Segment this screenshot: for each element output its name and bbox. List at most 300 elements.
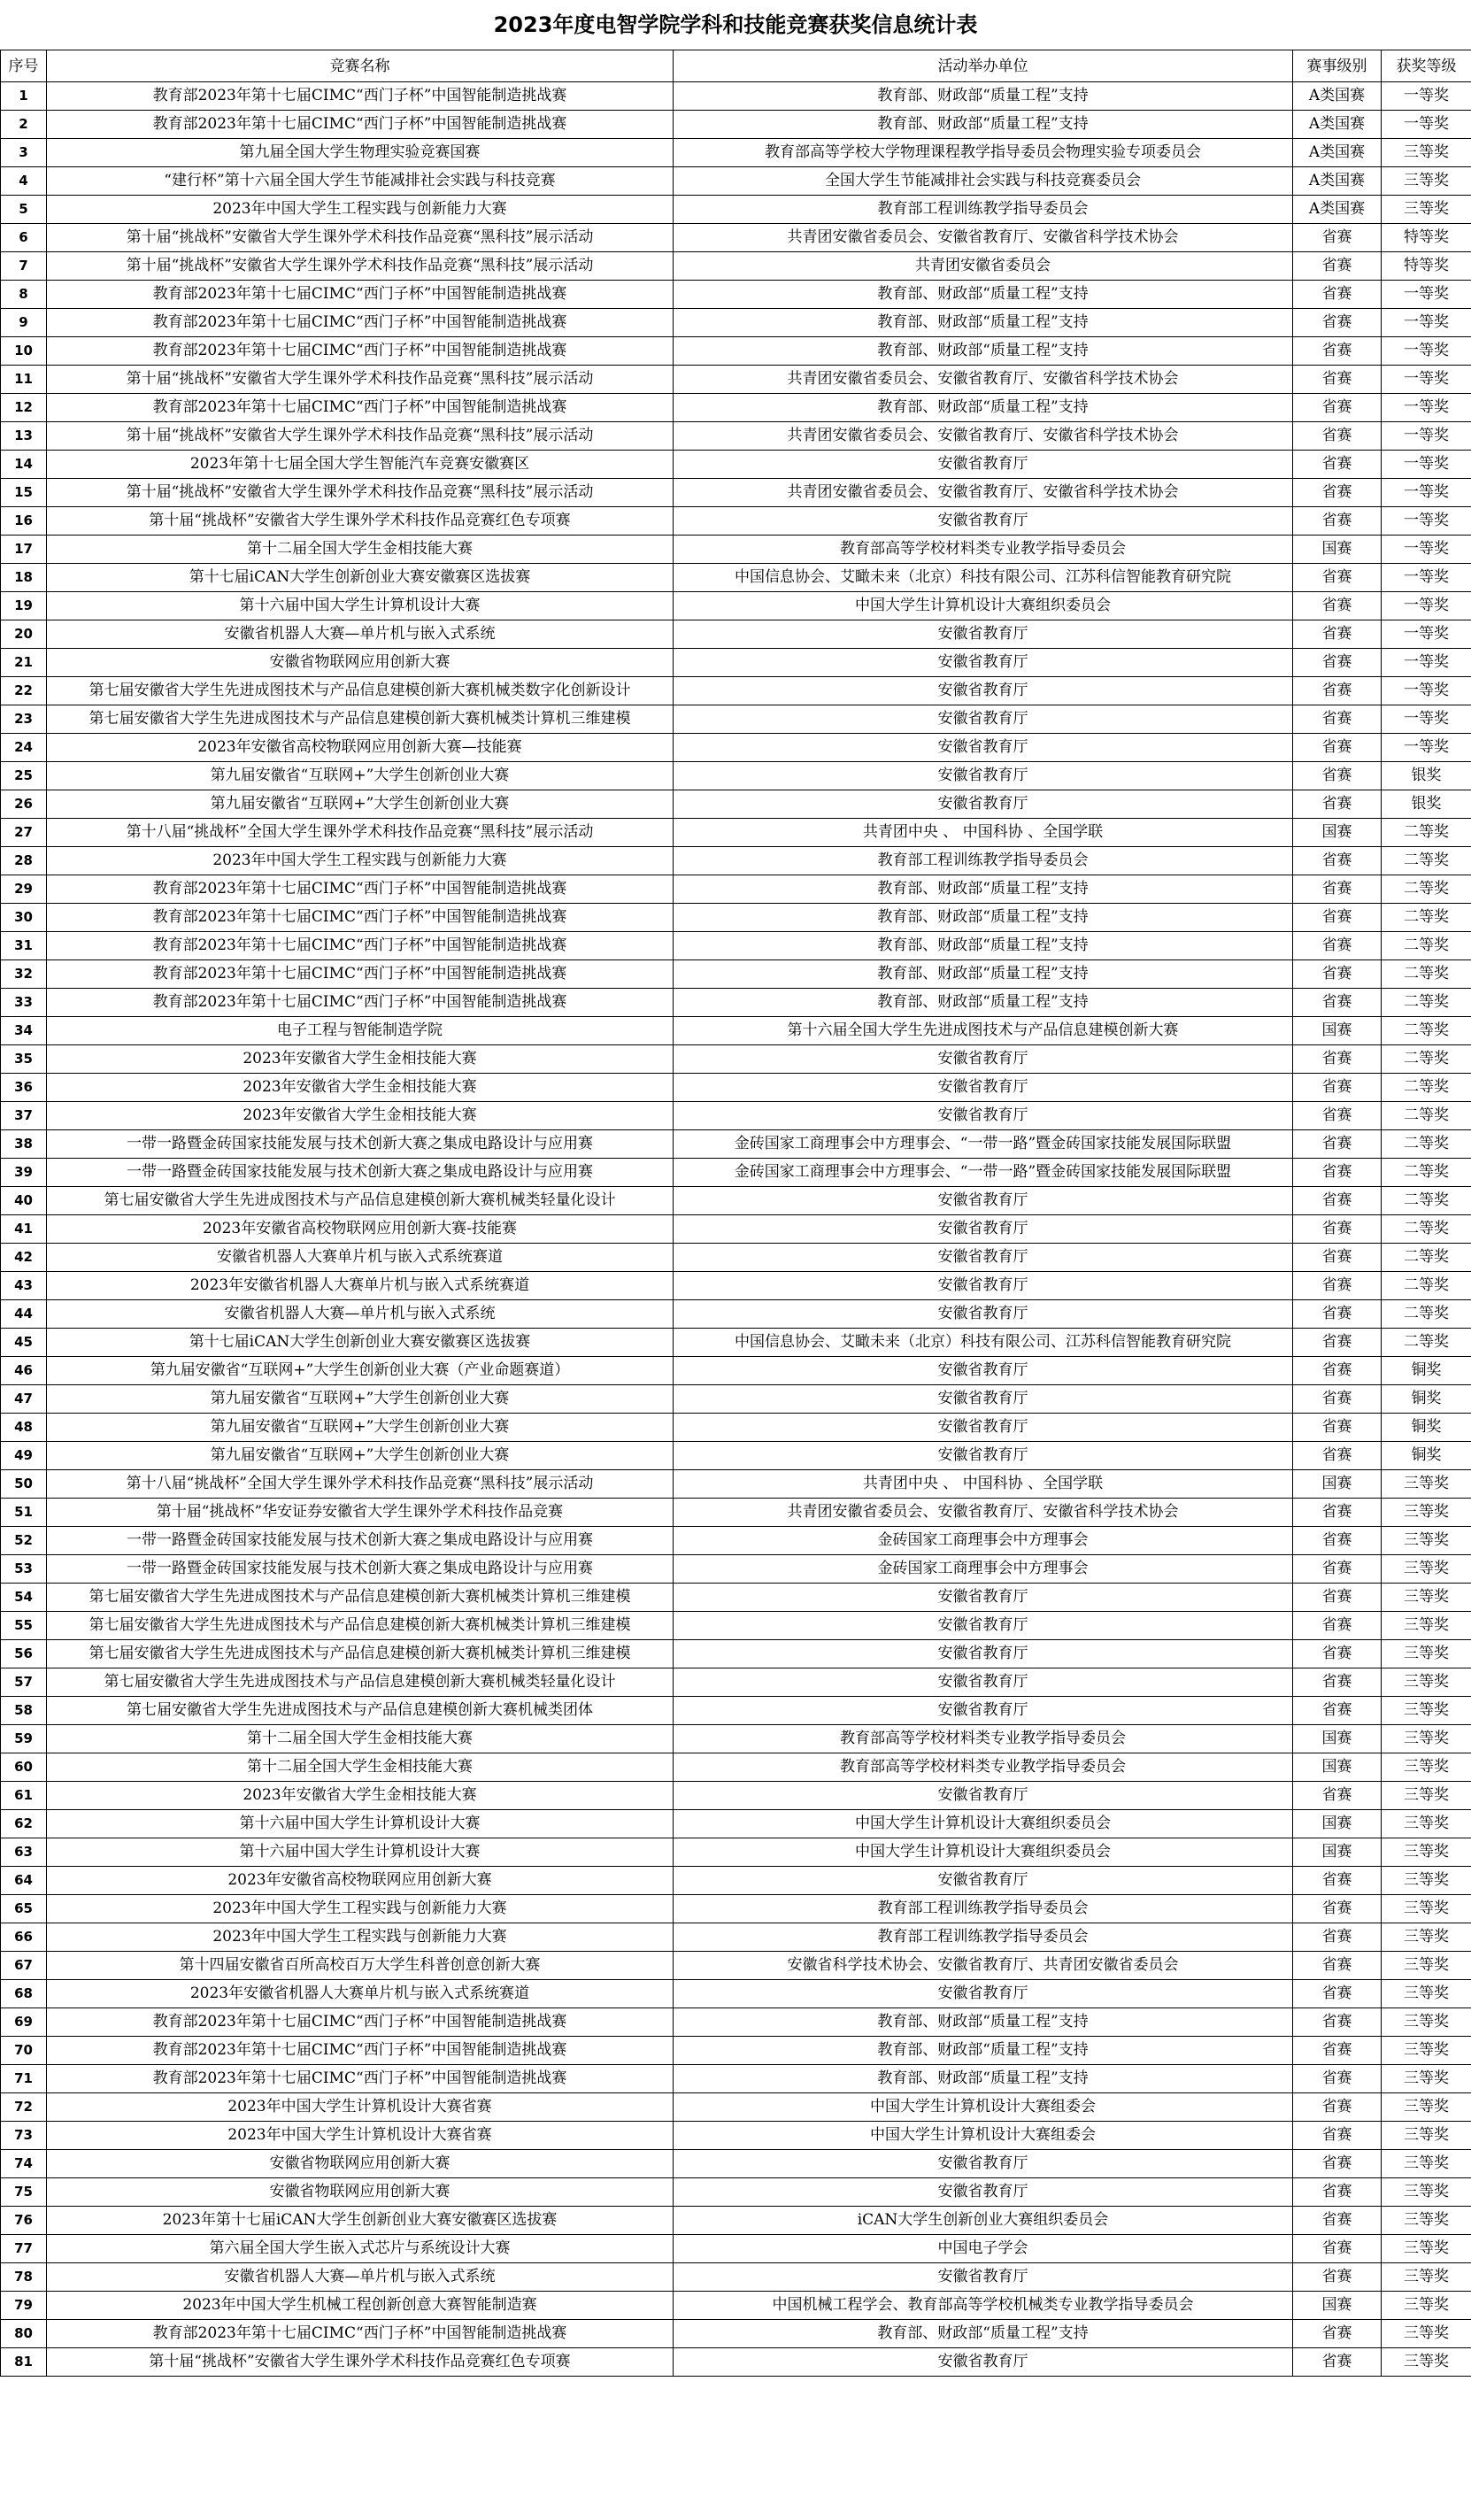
cell-serial-number: 63 [1, 1838, 47, 1867]
cell-organizer: 安徽省教育厅 [674, 2263, 1293, 2292]
cell-competition-name: 安徽省物联网应用创新大赛 [47, 2178, 674, 2207]
cell-competition-name: 教育部2023年第十七届CIMC“西门子杯”中国智能制造挑战赛 [47, 2008, 674, 2037]
cell-competition-name: 教育部2023年第十七届CIMC“西门子杯”中国智能制造挑战赛 [47, 932, 674, 960]
cell-organizer: 安徽省教育厅 [674, 1357, 1293, 1385]
cell-competition-name: 第十届“挑战杯”安徽省大学生课外学术科技作品竞赛红色专项赛 [47, 2348, 674, 2377]
cell-organizer: 金砖国家工商理事会中方理事会 [674, 1555, 1293, 1584]
table-row [1, 1527, 1471, 1555]
table-row [1, 1300, 1471, 1329]
cell-event-level: 省赛 [1293, 1584, 1382, 1612]
cell-competition-name: 2023年中国大学生机械工程创新创意大赛智能制造赛 [47, 2292, 674, 2320]
cell-serial-number: 77 [1, 2235, 47, 2263]
cell-award-level: 三等奖 [1382, 1555, 1471, 1584]
cell-competition-name: 2023年安徽省大学生金相技能大赛 [47, 1102, 674, 1130]
table-row [1, 1187, 1471, 1215]
cell-event-level: 国赛 [1293, 536, 1382, 564]
cell-serial-number: 58 [1, 1697, 47, 1725]
table-row [1, 734, 1471, 762]
cell-serial-number: 53 [1, 1555, 47, 1584]
cell-award-level: 铜奖 [1382, 1357, 1471, 1385]
cell-event-level: 省赛 [1293, 1045, 1382, 1074]
cell-organizer: 安徽省教育厅 [674, 1867, 1293, 1895]
cell-award-level: 二等奖 [1382, 1159, 1471, 1187]
cell-competition-name: 教育部2023年第十七届CIMC“西门子杯”中国智能制造挑战赛 [47, 337, 674, 366]
cell-organizer: 教育部、财政部“质量工程”支持 [674, 989, 1293, 1017]
cell-competition-name: 一带一路暨金砖国家技能发展与技术创新大赛之集成电路设计与应用赛 [47, 1527, 674, 1555]
cell-organizer: 安徽省教育厅 [674, 507, 1293, 536]
cell-award-level: 三等奖 [1382, 1725, 1471, 1753]
cell-serial-number: 1 [1, 82, 47, 111]
table-row [1, 1244, 1471, 1272]
cell-serial-number: 36 [1, 1074, 47, 1102]
cell-serial-number: 40 [1, 1187, 47, 1215]
cell-award-level: 二等奖 [1382, 1130, 1471, 1159]
cell-serial-number: 23 [1, 705, 47, 734]
cell-competition-name: 第七届安徽省大学生先进成图技术与产品信息建模创新大赛机械类团体 [47, 1697, 674, 1725]
cell-serial-number: 22 [1, 677, 47, 705]
cell-competition-name: 第十届“挑战杯”华安证券安徽省大学生课外学术科技作品竞赛 [47, 1499, 674, 1527]
cell-award-level: 铜奖 [1382, 1414, 1471, 1442]
cell-award-level: 三等奖 [1382, 1640, 1471, 1668]
table-row [1, 1215, 1471, 1244]
table-row [1, 1980, 1471, 2008]
cell-event-level: 省赛 [1293, 394, 1382, 422]
cell-serial-number: 70 [1, 2037, 47, 2065]
cell-organizer: 中国机械工程学会、教育部高等学校机械类专业教学指导委员会 [674, 2292, 1293, 2320]
cell-serial-number: 15 [1, 479, 47, 507]
cell-award-level: 一等奖 [1382, 337, 1471, 366]
cell-serial-number: 33 [1, 989, 47, 1017]
cell-award-level: 三等奖 [1382, 1612, 1471, 1640]
cell-event-level: 省赛 [1293, 1499, 1382, 1527]
table-row [1, 507, 1471, 536]
cell-event-level: 省赛 [1293, 649, 1382, 677]
cell-serial-number: 59 [1, 1725, 47, 1753]
cell-award-level: 二等奖 [1382, 1300, 1471, 1329]
cell-award-level: 一等奖 [1382, 82, 1471, 111]
cell-event-level: 国赛 [1293, 1753, 1382, 1782]
cell-serial-number: 55 [1, 1612, 47, 1640]
cell-serial-number: 4 [1, 167, 47, 196]
cell-competition-name: 第十届“挑战杯”安徽省大学生课外学术科技作品竞赛“黑科技”展示活动 [47, 422, 674, 451]
cell-event-level: 省赛 [1293, 1074, 1382, 1102]
cell-competition-name: 第十届“挑战杯”安徽省大学生课外学术科技作品竞赛“黑科技”展示活动 [47, 252, 674, 281]
cell-serial-number: 67 [1, 1952, 47, 1980]
cell-serial-number: 64 [1, 1867, 47, 1895]
cell-event-level: 省赛 [1293, 1244, 1382, 1272]
cell-serial-number: 45 [1, 1329, 47, 1357]
cell-organizer: 金砖国家工商理事会中方理事会、“一带一路”暨金砖国家技能发展国际联盟 [674, 1159, 1293, 1187]
table-row [1, 82, 1471, 111]
cell-organizer: 安徽省教育厅 [674, 451, 1293, 479]
cell-serial-number: 48 [1, 1414, 47, 1442]
cell-serial-number: 41 [1, 1215, 47, 1244]
cell-serial-number: 57 [1, 1668, 47, 1697]
cell-organizer: 安徽省教育厅 [674, 2150, 1293, 2178]
cell-organizer: 安徽省教育厅 [674, 1102, 1293, 1130]
cell-competition-name: 第七届安徽省大学生先进成图技术与产品信息建模创新大赛机械类计算机三维建模 [47, 1612, 674, 1640]
cell-organizer: 教育部、财政部“质量工程”支持 [674, 281, 1293, 309]
cell-award-level: 一等奖 [1382, 705, 1471, 734]
cell-organizer: 安徽省教育厅 [674, 649, 1293, 677]
cell-serial-number: 28 [1, 847, 47, 875]
cell-competition-name: 教育部2023年第十七届CIMC“西门子杯”中国智能制造挑战赛 [47, 875, 674, 904]
cell-award-level: 二等奖 [1382, 932, 1471, 960]
table-row [1, 1668, 1471, 1697]
table-row [1, 989, 1471, 1017]
header-organizer: 活动举办单位 [674, 50, 1293, 82]
cell-competition-name: 安徽省物联网应用创新大赛 [47, 649, 674, 677]
table-row [1, 451, 1471, 479]
cell-serial-number: 17 [1, 536, 47, 564]
cell-award-level: 一等奖 [1382, 281, 1471, 309]
cell-event-level: 国赛 [1293, 1810, 1382, 1838]
cell-award-level: 一等奖 [1382, 564, 1471, 592]
cell-organizer: 安徽省教育厅 [674, 677, 1293, 705]
cell-competition-name: 教育部2023年第十七届CIMC“西门子杯”中国智能制造挑战赛 [47, 82, 674, 111]
cell-event-level: 省赛 [1293, 932, 1382, 960]
cell-organizer: 安徽省教育厅 [674, 620, 1293, 649]
cell-event-level: 省赛 [1293, 224, 1382, 252]
awards-table [0, 50, 1471, 2377]
cell-competition-name: 第十六届中国大学生计算机设计大赛 [47, 592, 674, 620]
cell-organizer: 共青团安徽省委员会、安徽省教育厅、安徽省科学技术协会 [674, 224, 1293, 252]
cell-organizer: 安徽省教育厅 [674, 2348, 1293, 2377]
cell-organizer: 第十六届全国大学生先进成图技术与产品信息建模创新大赛 [674, 1017, 1293, 1045]
cell-competition-name: 一带一路暨金砖国家技能发展与技术创新大赛之集成电路设计与应用赛 [47, 1555, 674, 1584]
page-title: 2023年度电智学院学科和技能竞赛获奖信息统计表 [493, 12, 978, 37]
cell-award-level: 三等奖 [1382, 1584, 1471, 1612]
cell-event-level: 省赛 [1293, 309, 1382, 337]
table-row [1, 564, 1471, 592]
cell-award-level: 三等奖 [1382, 167, 1471, 196]
cell-award-level: 一等奖 [1382, 394, 1471, 422]
table-row [1, 1159, 1471, 1187]
cell-award-level: 三等奖 [1382, 1838, 1471, 1867]
table-row [1, 337, 1471, 366]
cell-competition-name: 2023年安徽省大学生金相技能大赛 [47, 1782, 674, 1810]
cell-organizer: 教育部、财政部“质量工程”支持 [674, 875, 1293, 904]
cell-organizer: 安徽省教育厅 [674, 1244, 1293, 1272]
cell-competition-name: 第九届安徽省“互联网+”大学生创新创业大赛（产业命题赛道） [47, 1357, 674, 1385]
cell-award-level: 三等奖 [1382, 2235, 1471, 2263]
cell-organizer: 教育部、财政部“质量工程”支持 [674, 960, 1293, 989]
cell-organizer: 教育部高等学校大学物理课程教学指导委员会物理实验专项委员会 [674, 139, 1293, 167]
cell-organizer: 中国大学生计算机设计大赛组织委员会 [674, 1810, 1293, 1838]
cell-event-level: 省赛 [1293, 790, 1382, 819]
table-row [1, 2207, 1471, 2235]
cell-event-level: A类国赛 [1293, 111, 1382, 139]
cell-award-level: 二等奖 [1382, 904, 1471, 932]
cell-event-level: 省赛 [1293, 507, 1382, 536]
table-row [1, 1697, 1471, 1725]
cell-organizer: 全国大学生节能减排社会实践与科技竞赛委员会 [674, 167, 1293, 196]
cell-organizer: 教育部高等学校材料类专业教学指导委员会 [674, 1725, 1293, 1753]
cell-award-level: 一等奖 [1382, 111, 1471, 139]
cell-competition-name: 教育部2023年第十七届CIMC“西门子杯”中国智能制造挑战赛 [47, 904, 674, 932]
header-serial-number: 序号 [1, 50, 47, 82]
cell-competition-name: 第七届安徽省大学生先进成图技术与产品信息建模创新大赛机械类轻量化设计 [47, 1668, 674, 1697]
cell-award-level: 三等奖 [1382, 2093, 1471, 2122]
cell-serial-number: 69 [1, 2008, 47, 2037]
table-row [1, 2008, 1471, 2037]
cell-event-level: 省赛 [1293, 1668, 1382, 1697]
cell-award-level: 三等奖 [1382, 1895, 1471, 1923]
cell-serial-number: 73 [1, 2122, 47, 2150]
cell-award-level: 一等奖 [1382, 479, 1471, 507]
cell-organizer: 中国信息协会、艾瞰未来（北京）科技有限公司、江苏科信智能教育研究院 [674, 564, 1293, 592]
cell-award-level: 一等奖 [1382, 536, 1471, 564]
cell-event-level: 省赛 [1293, 2320, 1382, 2348]
cell-serial-number: 29 [1, 875, 47, 904]
cell-organizer: 安徽省教育厅 [674, 2178, 1293, 2207]
cell-award-level: 一等奖 [1382, 507, 1471, 536]
table-row [1, 224, 1471, 252]
table-row [1, 904, 1471, 932]
cell-competition-name: 教育部2023年第十七届CIMC“西门子杯”中国智能制造挑战赛 [47, 2065, 674, 2093]
cell-award-level: 三等奖 [1382, 2207, 1471, 2235]
header-event-level: 赛事级别 [1293, 50, 1382, 82]
cell-competition-name: 安徽省机器人大赛—单片机与嵌入式系统 [47, 1300, 674, 1329]
cell-competition-name: 电子工程与智能制造学院 [47, 1017, 674, 1045]
table-row [1, 394, 1471, 422]
cell-organizer: 中国大学生计算机设计大赛组织委员会 [674, 592, 1293, 620]
cell-competition-name: 第九届全国大学生物理实验竞赛国赛 [47, 139, 674, 167]
cell-event-level: 省赛 [1293, 1159, 1382, 1187]
cell-serial-number: 3 [1, 139, 47, 167]
cell-competition-name: 安徽省机器人大赛单片机与嵌入式系统赛道 [47, 1244, 674, 1272]
header-award-level: 获奖等级 [1382, 50, 1471, 82]
cell-award-level: 铜奖 [1382, 1385, 1471, 1414]
cell-award-level: 三等奖 [1382, 2008, 1471, 2037]
table-row [1, 2065, 1471, 2093]
cell-competition-name: 2023年安徽省高校物联网应用创新大赛—技能赛 [47, 734, 674, 762]
cell-competition-name: 第十六届中国大学生计算机设计大赛 [47, 1810, 674, 1838]
cell-event-level: 省赛 [1293, 989, 1382, 1017]
cell-organizer: 安徽省教育厅 [674, 1215, 1293, 1244]
cell-event-level: 省赛 [1293, 2150, 1382, 2178]
cell-event-level: A类国赛 [1293, 196, 1382, 224]
cell-award-level: 三等奖 [1382, 2178, 1471, 2207]
cell-award-level: 三等奖 [1382, 196, 1471, 224]
cell-award-level: 二等奖 [1382, 875, 1471, 904]
cell-organizer: 安徽省教育厅 [674, 1442, 1293, 1470]
cell-award-level: 三等奖 [1382, 1980, 1471, 2008]
table-row [1, 677, 1471, 705]
cell-award-level: 三等奖 [1382, 1810, 1471, 1838]
table-row [1, 932, 1471, 960]
cell-serial-number: 71 [1, 2065, 47, 2093]
cell-event-level: 省赛 [1293, 2008, 1382, 2037]
table-row [1, 1895, 1471, 1923]
cell-organizer: 安徽省教育厅 [674, 1980, 1293, 2008]
cell-competition-name: 2023年安徽省大学生金相技能大赛 [47, 1045, 674, 1074]
cell-event-level: 省赛 [1293, 1952, 1382, 1980]
cell-organizer: 安徽省教育厅 [674, 1782, 1293, 1810]
table-row [1, 1074, 1471, 1102]
cell-serial-number: 6 [1, 224, 47, 252]
cell-event-level: 省赛 [1293, 847, 1382, 875]
table-row [1, 1499, 1471, 1527]
cell-event-level: 省赛 [1293, 1300, 1382, 1329]
cell-award-level: 三等奖 [1382, 1923, 1471, 1952]
cell-serial-number: 13 [1, 422, 47, 451]
cell-organizer: 共青团中央 、 中国科协 、全国学联 [674, 1470, 1293, 1499]
cell-award-level: 二等奖 [1382, 819, 1471, 847]
cell-organizer: 中国电子学会 [674, 2235, 1293, 2263]
table-row [1, 1329, 1471, 1357]
cell-serial-number: 46 [1, 1357, 47, 1385]
cell-serial-number: 78 [1, 2263, 47, 2292]
table-row [1, 111, 1471, 139]
cell-award-level: 一等奖 [1382, 734, 1471, 762]
cell-competition-name: 第九届安徽省“互联网+”大学生创新创业大赛 [47, 762, 674, 790]
cell-serial-number: 8 [1, 281, 47, 309]
cell-serial-number: 26 [1, 790, 47, 819]
cell-award-level: 二等奖 [1382, 1272, 1471, 1300]
table-row [1, 1838, 1471, 1867]
cell-event-level: 省赛 [1293, 620, 1382, 649]
cell-event-level: 省赛 [1293, 2207, 1382, 2235]
cell-award-level: 三等奖 [1382, 2122, 1471, 2150]
cell-event-level: 省赛 [1293, 762, 1382, 790]
cell-competition-name: 第七届安徽省大学生先进成图技术与产品信息建模创新大赛机械类轻量化设计 [47, 1187, 674, 1215]
cell-award-level: 二等奖 [1382, 1017, 1471, 1045]
cell-competition-name: 第十届“挑战杯”安徽省大学生课外学术科技作品竞赛红色专项赛 [47, 507, 674, 536]
cell-event-level: 省赛 [1293, 1640, 1382, 1668]
cell-serial-number: 72 [1, 2093, 47, 2122]
cell-organizer: 教育部高等学校材料类专业教学指导委员会 [674, 536, 1293, 564]
cell-award-level: 铜奖 [1382, 1442, 1471, 1470]
table-row [1, 1810, 1471, 1838]
cell-competition-name: 一带一路暨金砖国家技能发展与技术创新大赛之集成电路设计与应用赛 [47, 1130, 674, 1159]
cell-competition-name: 第十二届全国大学生金相技能大赛 [47, 1753, 674, 1782]
cell-event-level: 国赛 [1293, 2292, 1382, 2320]
cell-serial-number: 24 [1, 734, 47, 762]
cell-event-level: 省赛 [1293, 281, 1382, 309]
cell-serial-number: 21 [1, 649, 47, 677]
cell-competition-name: 安徽省机器人大赛—单片机与嵌入式系统 [47, 620, 674, 649]
cell-serial-number: 56 [1, 1640, 47, 1668]
cell-serial-number: 65 [1, 1895, 47, 1923]
cell-competition-name: 2023年中国大学生工程实践与创新能力大赛 [47, 196, 674, 224]
cell-event-level: 省赛 [1293, 904, 1382, 932]
table-row [1, 960, 1471, 989]
cell-event-level: 省赛 [1293, 451, 1382, 479]
cell-organizer: 教育部工程训练教学指导委员会 [674, 847, 1293, 875]
cell-event-level: 省赛 [1293, 677, 1382, 705]
cell-event-level: 省赛 [1293, 2065, 1382, 2093]
cell-competition-name: 第九届安徽省“互联网+”大学生创新创业大赛 [47, 1442, 674, 1470]
cell-event-level: 省赛 [1293, 734, 1382, 762]
cell-organizer: 安徽省教育厅 [674, 1612, 1293, 1640]
cell-organizer: 安徽省科学技术协会、安徽省教育厅、共青团安徽省委员会 [674, 1952, 1293, 1980]
cell-award-level: 一等奖 [1382, 451, 1471, 479]
cell-competition-name: 2023年安徽省大学生金相技能大赛 [47, 1074, 674, 1102]
cell-event-level: 省赛 [1293, 2348, 1382, 2377]
table-row [1, 1555, 1471, 1584]
table-row [1, 536, 1471, 564]
cell-award-level: 一等奖 [1382, 677, 1471, 705]
cell-serial-number: 38 [1, 1130, 47, 1159]
cell-organizer: 安徽省教育厅 [674, 1300, 1293, 1329]
cell-competition-name: 2023年中国大学生计算机设计大赛省赛 [47, 2122, 674, 2150]
cell-serial-number: 2 [1, 111, 47, 139]
cell-organizer: 教育部、财政部“质量工程”支持 [674, 932, 1293, 960]
table-row [1, 592, 1471, 620]
cell-organizer: 中国信息协会、艾瞰未来（北京）科技有限公司、江苏科信智能教育研究院 [674, 1329, 1293, 1357]
cell-event-level: A类国赛 [1293, 139, 1382, 167]
cell-competition-name: 安徽省物联网应用创新大赛 [47, 2150, 674, 2178]
table-row [1, 2235, 1471, 2263]
table-row [1, 366, 1471, 394]
cell-event-level: 省赛 [1293, 366, 1382, 394]
cell-competition-name: 安徽省机器人大赛—单片机与嵌入式系统 [47, 2263, 674, 2292]
cell-competition-name: 2023年第十七届全国大学生智能汽车竞赛安徽赛区 [47, 451, 674, 479]
table-body [1, 82, 1471, 2377]
cell-competition-name: 第九届安徽省“互联网+”大学生创新创业大赛 [47, 790, 674, 819]
cell-event-level: 省赛 [1293, 1555, 1382, 1584]
cell-serial-number: 54 [1, 1584, 47, 1612]
table-row [1, 479, 1471, 507]
cell-award-level: 二等奖 [1382, 989, 1471, 1017]
cell-competition-name: 教育部2023年第十七届CIMC“西门子杯”中国智能制造挑战赛 [47, 960, 674, 989]
cell-serial-number: 37 [1, 1102, 47, 1130]
cell-event-level: 国赛 [1293, 1470, 1382, 1499]
cell-organizer: 教育部、财政部“质量工程”支持 [674, 2065, 1293, 2093]
cell-serial-number: 74 [1, 2150, 47, 2178]
table-row [1, 847, 1471, 875]
cell-event-level: 省赛 [1293, 2263, 1382, 2292]
cell-award-level: 三等奖 [1382, 1753, 1471, 1782]
cell-event-level: 省赛 [1293, 479, 1382, 507]
cell-event-level: 省赛 [1293, 960, 1382, 989]
cell-event-level: 省赛 [1293, 1867, 1382, 1895]
cell-organizer: 金砖国家工商理事会中方理事会 [674, 1527, 1293, 1555]
cell-event-level: 国赛 [1293, 819, 1382, 847]
cell-award-level: 一等奖 [1382, 366, 1471, 394]
cell-competition-name: 第十八届“挑战杯”全国大学生课外学术科技作品竞赛“黑科技”展示活动 [47, 819, 674, 847]
cell-serial-number: 11 [1, 366, 47, 394]
cell-serial-number: 68 [1, 1980, 47, 2008]
table-row [1, 1952, 1471, 1980]
cell-competition-name: 2023年中国大学生工程实践与创新能力大赛 [47, 1895, 674, 1923]
cell-award-level: 二等奖 [1382, 1102, 1471, 1130]
cell-competition-name: “建行杯”第十六届全国大学生节能减排社会实践与科技竞赛 [47, 167, 674, 196]
cell-serial-number: 50 [1, 1470, 47, 1499]
cell-organizer: 共青团安徽省委员会、安徽省教育厅、安徽省科学技术协会 [674, 366, 1293, 394]
cell-organizer: 中国大学生计算机设计大赛组委会 [674, 2093, 1293, 2122]
cell-award-level: 三等奖 [1382, 1697, 1471, 1725]
cell-serial-number: 9 [1, 309, 47, 337]
cell-organizer: 安徽省教育厅 [674, 1668, 1293, 1697]
table-row [1, 620, 1471, 649]
cell-event-level: 国赛 [1293, 1017, 1382, 1045]
cell-organizer: 教育部、财政部“质量工程”支持 [674, 309, 1293, 337]
cell-event-level: 国赛 [1293, 1725, 1382, 1753]
cell-organizer: 共青团安徽省委员会、安徽省教育厅、安徽省科学技术协会 [674, 1499, 1293, 1527]
cell-award-level: 三等奖 [1382, 1782, 1471, 1810]
cell-competition-name: 第十七届iCAN大学生创新创业大赛安徽赛区选拔赛 [47, 564, 674, 592]
cell-serial-number: 35 [1, 1045, 47, 1074]
cell-organizer: 教育部、财政部“质量工程”支持 [674, 2008, 1293, 2037]
cell-serial-number: 12 [1, 394, 47, 422]
table-row [1, 1782, 1471, 1810]
cell-competition-name: 第七届安徽省大学生先进成图技术与产品信息建模创新大赛机械类计算机三维建模 [47, 1584, 674, 1612]
cell-event-level: A类国赛 [1293, 167, 1382, 196]
cell-serial-number: 31 [1, 932, 47, 960]
cell-organizer: 中国大学生计算机设计大赛组织委员会 [674, 1838, 1293, 1867]
